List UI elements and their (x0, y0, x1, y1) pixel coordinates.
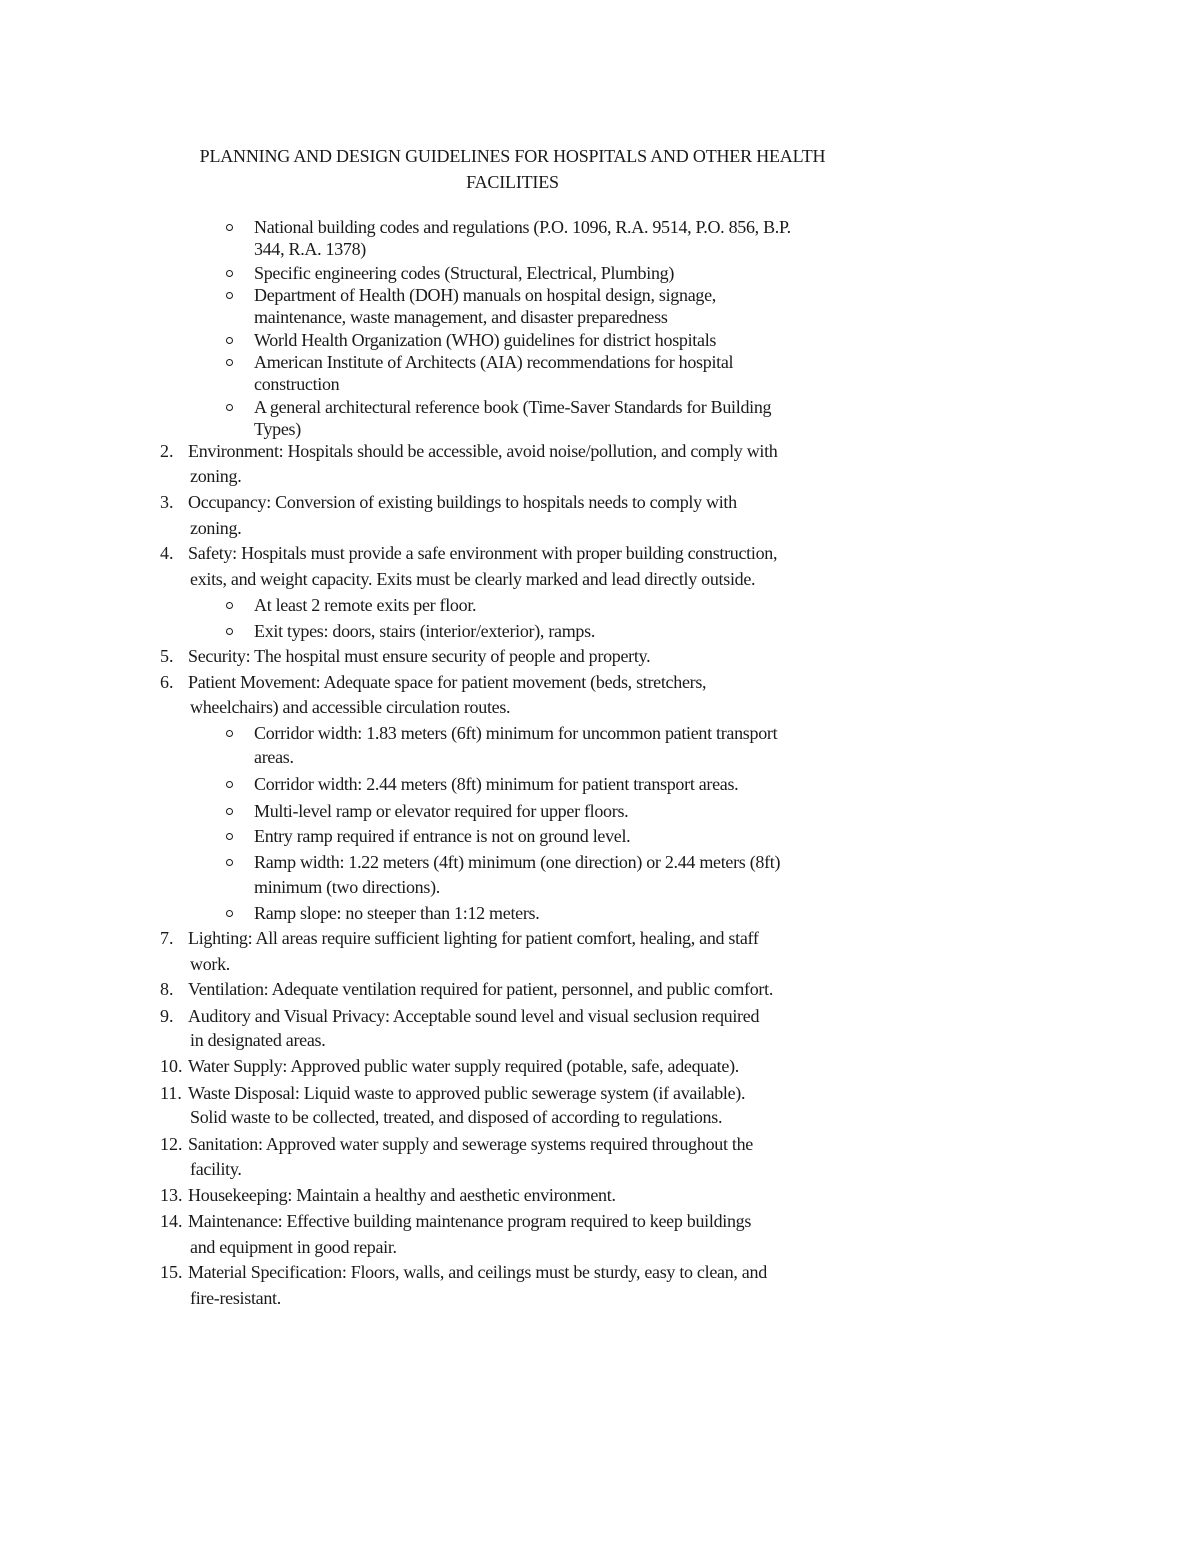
item-text: Solid waste to be collected, treated, and disposed of according to regulations. (190, 1107, 723, 1127)
hollow-bullet-icon (226, 602, 233, 609)
item-text: in designated areas. (190, 1030, 326, 1050)
hollow-bullet-icon (226, 910, 233, 917)
reference-item-text: National building codes and regulations (P.O. 1096, R.A. 9514, P.O. 856, B.P. (254, 217, 791, 237)
reference-item-text: Types) (254, 419, 301, 439)
item-text: Safety: Hospitals must provide a safe environment with proper building construction, (188, 543, 778, 563)
item-text: Housekeeping: Maintain a healthy and aesthetic environment. (188, 1185, 616, 1205)
sub-item-text: Entry ramp required if entrance is not on ground level. (254, 826, 631, 846)
reference-item-text: maintenance, waste management, and disaster preparedness (254, 307, 668, 327)
item-text: and equipment in good repair. (190, 1237, 397, 1257)
hollow-bullet-icon (226, 337, 233, 344)
sub-item-text: minimum (two directions). (254, 877, 440, 897)
item-number: 4. (160, 543, 174, 563)
item-text: zoning. (190, 518, 242, 538)
reference-item-text: Specific engineering codes (Structural, Electrical, Plumbing) (254, 263, 675, 283)
hollow-bullet-icon (226, 859, 233, 866)
hollow-bullet-icon (226, 292, 233, 299)
item-text: Auditory and Visual Privacy: Acceptable sound level and visual seclusion required (188, 1006, 760, 1026)
sub-item-text: Corridor width: 2.44 meters (8ft) minimum for patient transport areas. (254, 774, 739, 794)
hollow-bullet-icon (226, 781, 233, 788)
hollow-bullet-icon (226, 833, 233, 840)
item-number: 9. (160, 1006, 174, 1026)
title-line: FACILITIES (466, 172, 559, 192)
item-text: Occupancy: Conversion of existing buildings to hospitals needs to comply with (188, 492, 737, 512)
sub-item-text: Ramp width: 1.22 meters (4ft) minimum (one direction) or 2.44 meters (8ft) (254, 852, 781, 872)
item-number: 11. (160, 1083, 182, 1103)
item-number: 5. (160, 646, 174, 666)
item-number: 3. (160, 492, 174, 512)
hollow-bullet-icon (226, 270, 233, 277)
item-number: 15. (160, 1262, 183, 1282)
sub-item-text: At least 2 remote exits per floor. (254, 595, 477, 615)
item-number: 8. (160, 979, 174, 999)
item-number: 14. (160, 1211, 183, 1231)
item-text: facility. (190, 1159, 242, 1179)
hollow-bullet-icon (226, 359, 233, 366)
reference-item-text: Department of Health (DOH) manuals on hospital design, signage, (254, 285, 716, 305)
item-text: fire-resistant. (190, 1288, 281, 1308)
title-line: PLANNING AND DESIGN GUIDELINES FOR HOSPITALS AND OTHER HEALTH (199, 146, 826, 166)
item-text: wheelchairs) and accessible circulation routes. (190, 697, 511, 717)
item-text: zoning. (190, 466, 242, 486)
item-text: Lighting: All areas require sufficient lighting for patient comfort, healing, and staff (188, 928, 759, 948)
item-number: 13. (160, 1185, 183, 1205)
item-text: work. (190, 954, 230, 974)
item-number: 7. (160, 928, 174, 948)
reference-item-text: construction (254, 374, 340, 394)
sub-item-text: Exit types: doors, stairs (interior/exterior), ramps. (254, 621, 596, 641)
item-text: exits, and weight capacity. Exits must be clearly marked and lead directly outside. (190, 569, 756, 589)
item-text: Security: The hospital must ensure security of people and property. (188, 646, 651, 666)
hollow-bullet-icon (226, 808, 233, 815)
item-text: Sanitation: Approved water supply and sewerage systems required throughout the (188, 1134, 753, 1154)
hollow-bullet-icon (226, 404, 233, 411)
hollow-bullet-icon (226, 730, 233, 737)
sub-item-text: areas. (254, 747, 294, 767)
sub-item-text: Ramp slope: no steeper than 1:12 meters. (254, 903, 540, 923)
item-number: 6. (160, 672, 174, 692)
sub-item-text: Corridor width: 1.83 meters (6ft) minimum for uncommon patient transport (254, 723, 778, 743)
hollow-bullet-icon (226, 628, 233, 635)
item-text: Waste Disposal: Liquid waste to approved public sewerage system (if available). (188, 1083, 746, 1103)
document-title (160, 143, 865, 195)
item-text: Environment: Hospitals should be accessible, avoid noise/pollution, and comply with (188, 441, 778, 461)
item-number: 2. (160, 441, 174, 461)
item-number: 10. (160, 1056, 183, 1076)
item-number: 12. (160, 1134, 183, 1154)
reference-item-text: American Institute of Architects (AIA) recommendations for hospital (254, 352, 734, 372)
item-text: Maintenance: Effective building maintenance program required to keep buildings (188, 1211, 752, 1231)
item-text: Ventilation: Adequate ventilation required for patient, personnel, and public comfort. (188, 979, 774, 999)
item-text: Material Specification: Floors, walls, and ceilings must be sturdy, easy to clean, and (188, 1262, 767, 1282)
reference-item-text: World Health Organization (WHO) guidelines for district hospitals (254, 330, 717, 350)
item-text: Water Supply: Approved public water supply required (potable, safe, adequate). (188, 1056, 739, 1076)
reference-item-text: A general architectural reference book (Time-Saver Standards for Building (254, 397, 772, 417)
reference-item-text: 344, R.A. 1378) (254, 239, 366, 259)
sub-item-text: Multi-level ramp or elevator required for upper floors. (254, 801, 629, 821)
item-text: Patient Movement: Adequate space for patient movement (beds, stretchers, (188, 672, 707, 692)
hollow-bullet-icon (226, 224, 233, 231)
